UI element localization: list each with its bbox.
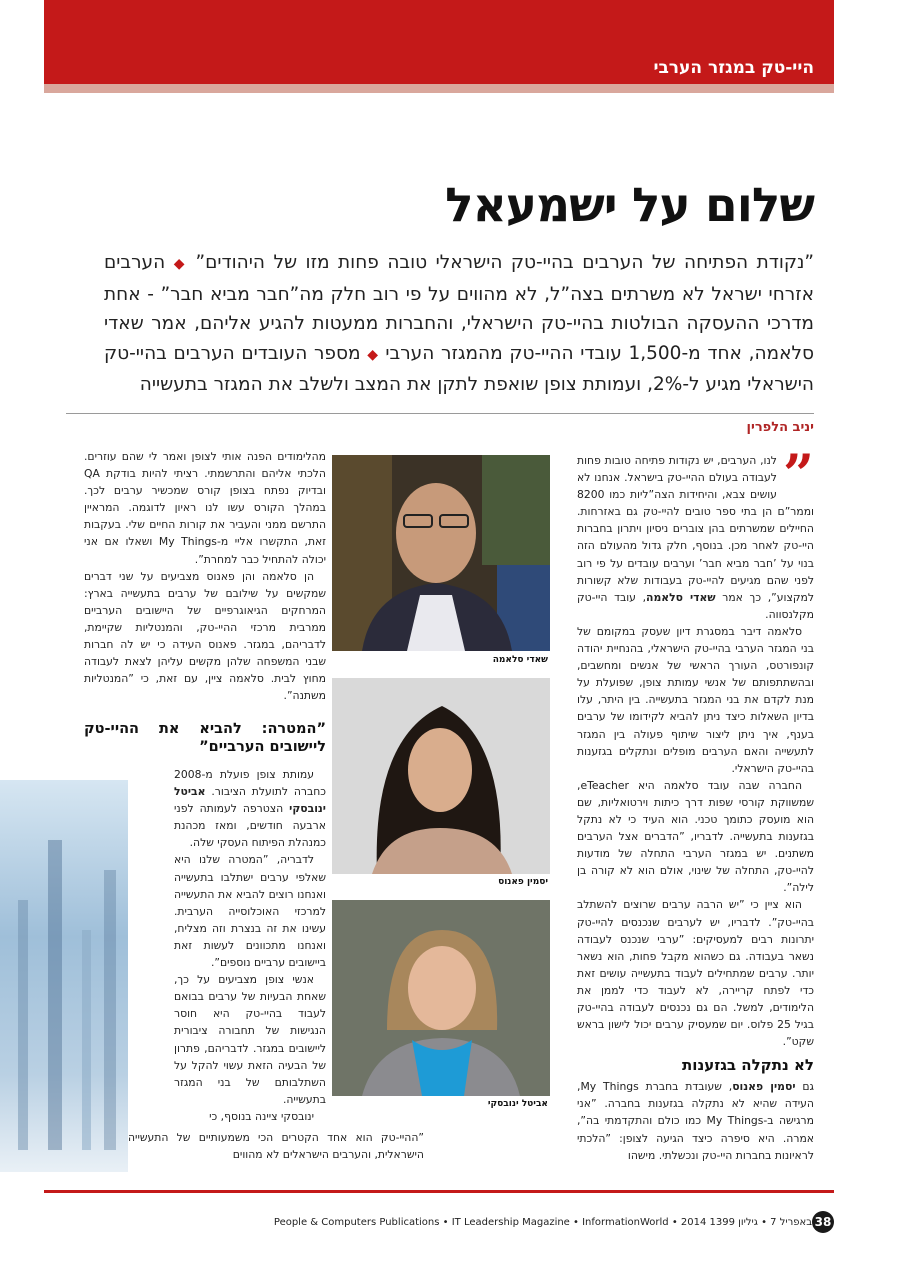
lead-paragraph bbox=[104, 248, 814, 400]
person-name: שאדי סלאמה bbox=[646, 590, 716, 604]
photo-avital-yanovsky bbox=[332, 900, 550, 1096]
person-name: אביטל ינובסקי bbox=[174, 785, 326, 816]
article-column-left-narrow bbox=[174, 766, 326, 1125]
paragraph: ינובסקי ציינה בנוסף, כי bbox=[209, 1109, 314, 1123]
portrait-image bbox=[332, 900, 550, 1096]
photo-caption: שאדי סלאמה bbox=[492, 655, 548, 665]
diamond-bullet-icon: ◆ bbox=[367, 346, 379, 363]
paragraph bbox=[577, 442, 814, 623]
text: הצטרפה לעמותה לפני ארבעה חודשים, ומאז מכהנת כמנהלת הפיתוח העסקי שלה. bbox=[174, 802, 326, 850]
headline: שלום על ישמעאל bbox=[445, 178, 814, 233]
divider bbox=[66, 413, 814, 414]
person-name: יסמין פאנוס bbox=[732, 1080, 796, 1094]
footer-rule bbox=[44, 1190, 834, 1193]
section-header-stripe bbox=[44, 84, 834, 93]
paragraph: לדבריה, ”המטרה שלנו היא שאלפי ערבים ישתלבו בתעשייה ואנחנו רוצים להביא את התעשייה למרכזי האוכלוסייה הערבית. עשינו את זה בנצרת וזה מצליח, ואנחנו מתכוונים לעשות זאת ביישובים ערביים נוספים”. bbox=[174, 853, 326, 970]
lead-text: מספר העובדים הערבים בהיי-טק הישראלי מגיע ל-2%, ועמותת צופן שואפת לתקן את המצב ולשלב את המגזר בתעשייה bbox=[104, 342, 814, 395]
paragraph-continuation bbox=[128, 1129, 424, 1163]
article-column-left bbox=[84, 448, 326, 764]
text: לנו, הערבים, יש נקודות פתיחה טובות פחות לעבודה בעולם ההיי-טק בישראל. אנחנו לא עושים צבא, והיחידות הצה”ליות כמו 8200 וממר”ם הן בתי ספר טובים להיי-טק גם באזרחות. החיילים שמשרתים בהן צוברים ניסיון ויתרון בחברות היי-טק לאחר מכן. בנוסף, חלק גדול מהעולם הזה בנוי על ’חבר מביא חבר’ וערבים עובדים על פי רוב לפני שהם מגיעים להיי-טק בעבודות שלא קשורות למקצוע”, כך אמר bbox=[577, 454, 814, 604]
decorative-image bbox=[0, 780, 128, 1172]
paragraph: אנשי צופן מצביעים על כך, שאחת הבעיות של ערבים בבואם לעבוד בהיי-טק היא חוסר הנגישות של תחבורה ציבורית ליישובים במגזר. לדבריהם, פתרון של הבעיה הזאת עשוי להקל על השתלבותם של בני המגזר בתעשייה. bbox=[174, 973, 326, 1106]
subheading: ”המטרה: להביא את ההיי-טק ליישובים הערביים” bbox=[84, 721, 326, 756]
paragraph: החברה שבה עובד סלאמה היא eTeacher, שמשווקת קורסי שפות דרך כיתות וירטואליות, שם הוא מועסק כתומך טכני. הוא העיד כי לא נתקל בגזענות בתעשייה. לדבריו, ”הדברים אצל הערבים משתנים. יש במגזר הערבי התחלה של מודעות להיי-טק, התחלה של שינוי, אולם הוא לא קורה בן לילה”. bbox=[577, 778, 814, 895]
paragraph: הן סלאמה והן פאנוס מצביעים על שני דברים שמקשים על שילובם של ערבים בתעשייה בארץ: המרחקים הגיאוגרפיים של היישובים הערביים ממרבית מרכזי ההיי-טק, והמנטליות שקיימת, לדבריהם, במגזר. פאנוס העידה כי יש לה חברות שבני המשפחה שלהן מקשים עליהן לצאת לעבודה מחוץ לבית. סלאמה ציין, עם זאת, כי ”המנטליות משתנה”. bbox=[84, 569, 326, 703]
page-number: 38 bbox=[812, 1211, 834, 1233]
paragraph: הוא ציין כי ”יש הרבה ערבים שרוצים להשתלב בהיי-טק”. לדבריו, יש לערבים שנכנסים להיי-טק יתרונות רבים למעסיקים: ”ערבי שנכנס לעבודה נשאר בעבודה. גם כשהוא מקבל פחות, הוא נשאר יותר. ערבים שמתחילים לעבוד בתעשייה עושים זאת כדי לפתח קריירה, לא לעבוד כדי לממן את הלימודים, למשל. הם גם נכנסים לעבודה בהיי-טק בגיל 25 פלוס. יום שמעסיק ערבים יכול לישון בראש שקט”. bbox=[577, 898, 814, 1049]
text: עמותת צופן פועלת מ-2008 כחברה לתועלת הציבור. bbox=[174, 768, 326, 799]
subheading: לא נתקלה בגזענות bbox=[682, 1056, 814, 1075]
portrait-image bbox=[332, 455, 550, 651]
photo-caption: יסמין פאנוס bbox=[498, 877, 548, 887]
lead-text: הערבים אזרחי ישראל לא משרתים בצה”ל, לא מהווים על פי רוב חלק מה”חבר מביא חבר” - אחת מדרכי ההעסקה הבולטות בהיי-טק הישראלי, והחברות ממעטות להגיע אליהם, אמר שאדי סלאמה, אחד מ-1,500 עובדי ההיי-טק מהמגזר הערבי bbox=[104, 252, 814, 364]
byline: יניב הלפרין bbox=[746, 420, 814, 435]
photo-shadi-salame bbox=[332, 455, 550, 651]
diamond-bullet-icon: ◆ bbox=[171, 256, 188, 272]
text: , עובד היי-טק מקלנסווה. bbox=[577, 590, 814, 621]
section-label: היי-טק במגזר הערבי bbox=[653, 58, 814, 78]
photo-yasmin-fanous bbox=[332, 678, 550, 874]
paragraph: סלאמה דיבר במסגרת דיון שעסק במקומם של בני המגזר הערבי בהיי-טק הישראלי, בהנחיית יהודה קונפורטס, העורך הראשי של אנשים ומחשבים, ובהשתתפותם של אנשי עמותת צופן, שפועלת על מנת לקדם את בני המגזר בתעשייה. בין היתר, עלו בדיון השאלות כיצד ניתן להביא לקידומו של ערבים בענף, איך ניתן ליצור שיתוף פעולה בין המגזר לתעשייה והאם הערבים מופלים ונתקלים בגזענות בהיי-טק הישראלי. bbox=[577, 624, 814, 775]
portrait-image bbox=[332, 678, 550, 874]
blurred-figures-image bbox=[0, 780, 128, 1172]
paragraph bbox=[174, 766, 326, 851]
quote-mark-icon: ” bbox=[782, 442, 814, 506]
text: , שעובדת בחברת My Things, העידה שהיא לא נתקלה בגזענות בחברה. ”אני מרגישה ב-My Things כמו כולם והתקדמתי בה”, אמרה. היא סיפרה כיצד הגיעה לצופן: ”הלכתי לראיונות בחברות היי-טק ונכשלתי. מישהו bbox=[577, 1080, 814, 1162]
article-column-right bbox=[577, 442, 815, 1164]
photo-caption: אביטל ינובסקי bbox=[487, 1099, 548, 1109]
paragraph: מהלימודים הפנה אותי לצופן ואמר לי שהם עוזרים. הלכתי אליהם והתרשמתי. רציתי להיות בודקת QA ובדיוק נפתח בצופן קורס שמכשיר ערבים לכך. במהלך הקורס עשו לנו ראיון לדוגמה. המראיין התרשם ממני והעביר את קורות החיים שלי. בעקבות זאת, התקשרו אליי מ-My Things ושאלו אם אני יכולה להתחיל כבר למחרת”. bbox=[84, 450, 326, 566]
lead-text: ”נקודת הפתיחה של הערבים בהיי-טק הישראלי טובה פחות מזו של היהודים” bbox=[187, 252, 814, 273]
paragraph bbox=[577, 1078, 814, 1163]
text: גם bbox=[795, 1080, 815, 1094]
footer-text: People & Computers Publications • IT Leadership Magazine • InformationWorld • 2014 באפריל 7 • גיליון 1399 bbox=[273, 1217, 812, 1228]
paragraph: ”ההיי-טק הוא אחד הקטרים הכי משמעותיים של התעשייה הישראלית, והערבים הישראלים לא מהווים bbox=[128, 1131, 424, 1162]
